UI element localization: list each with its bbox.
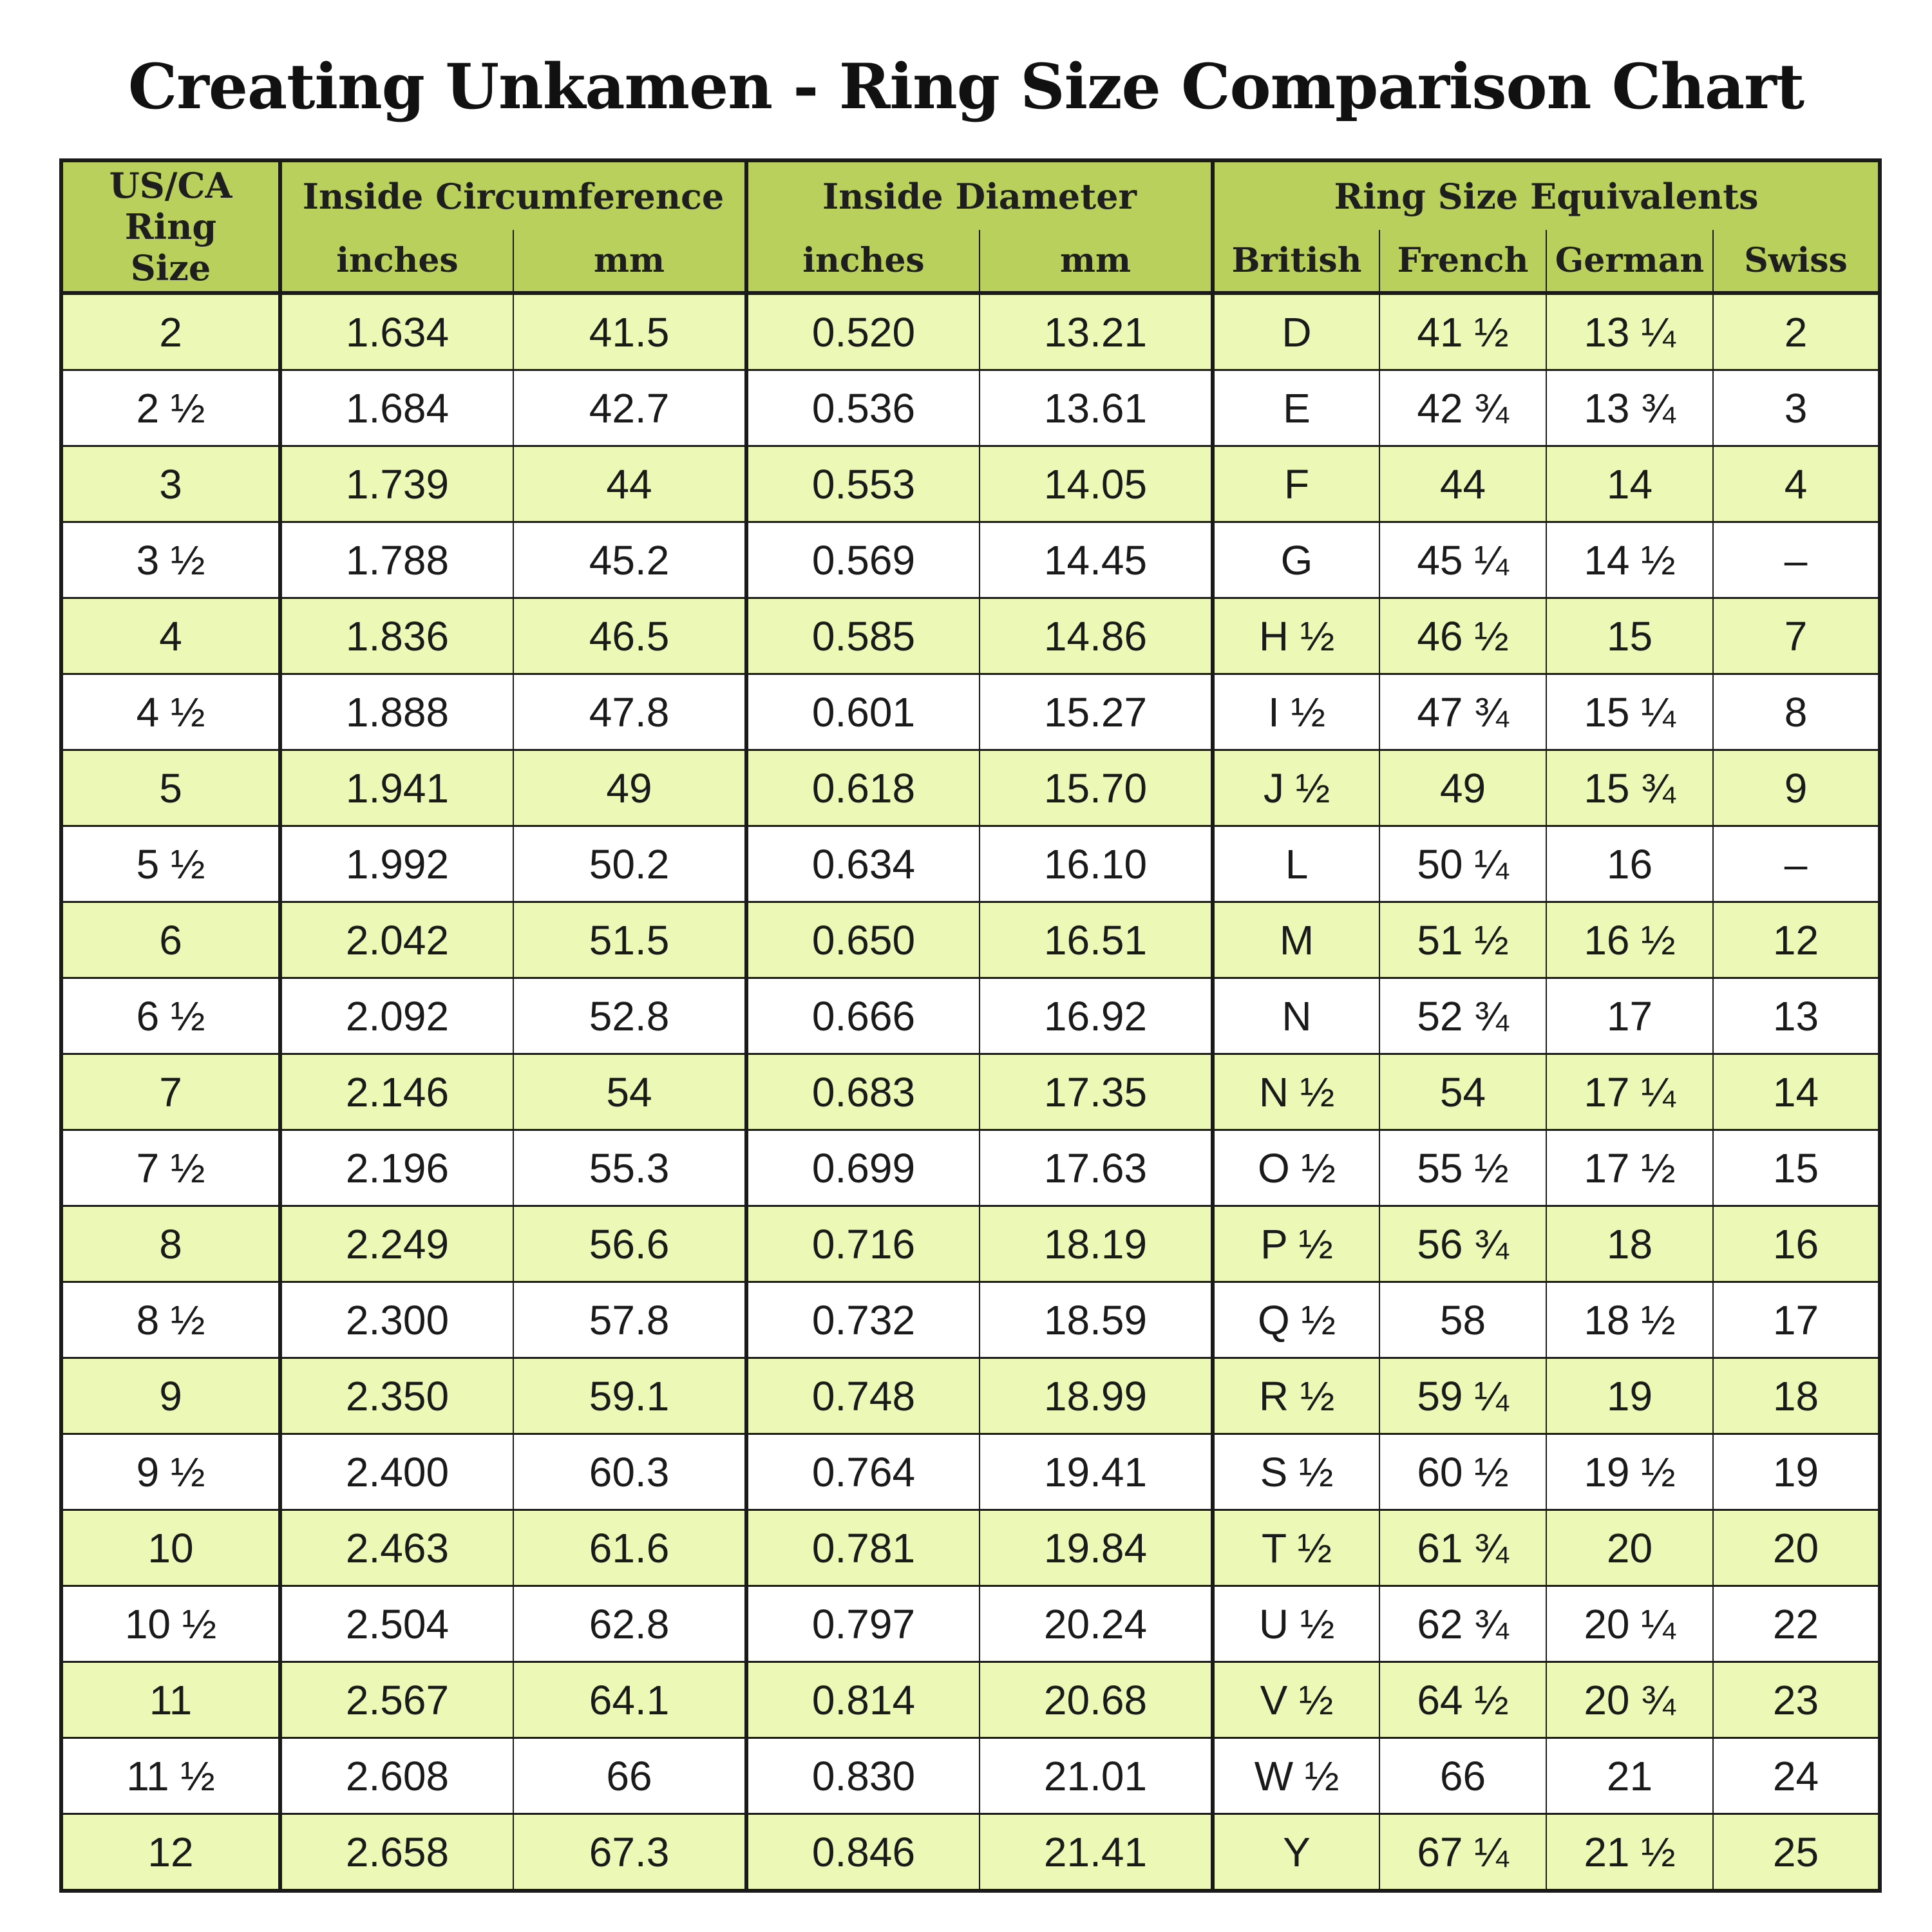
cell-swiss: 4 bbox=[1713, 446, 1880, 522]
cell-diameter-inches: 0.732 bbox=[746, 1282, 980, 1358]
cell-swiss: 25 bbox=[1713, 1814, 1880, 1891]
cell-swiss: – bbox=[1713, 522, 1880, 598]
cell-german: 20 bbox=[1546, 1510, 1713, 1586]
cell-swiss: 20 bbox=[1713, 1510, 1880, 1586]
cell-diameter-mm: 17.35 bbox=[980, 1054, 1213, 1130]
cell-circumference-inches: 2.042 bbox=[280, 902, 513, 978]
cell-british: P ½ bbox=[1213, 1206, 1379, 1282]
header-circumference-mm: mm bbox=[513, 230, 746, 293]
page-title: Creating Unkamen - Ring Size Comparison Chart bbox=[128, 50, 1804, 123]
cell-diameter-inches: 0.666 bbox=[746, 978, 980, 1054]
cell-swiss: 18 bbox=[1713, 1358, 1880, 1434]
cell-diameter-inches: 0.748 bbox=[746, 1358, 980, 1434]
cell-french: 45 ¼ bbox=[1379, 522, 1546, 598]
cell-french: 58 bbox=[1379, 1282, 1546, 1358]
cell-french: 50 ¼ bbox=[1379, 826, 1546, 902]
cell-us-ca-size: 2 bbox=[61, 293, 280, 370]
cell-circumference-inches: 2.146 bbox=[280, 1054, 513, 1130]
cell-french: 61 ¾ bbox=[1379, 1510, 1546, 1586]
cell-swiss: 8 bbox=[1713, 674, 1880, 750]
table-row bbox=[61, 750, 1880, 826]
cell-swiss: 16 bbox=[1713, 1206, 1880, 1282]
cell-french: 55 ½ bbox=[1379, 1130, 1546, 1206]
cell-german: 21 ½ bbox=[1546, 1814, 1713, 1891]
cell-german: 13 ¼ bbox=[1546, 293, 1713, 370]
cell-diameter-inches: 0.830 bbox=[746, 1738, 980, 1814]
cell-diameter-inches: 0.569 bbox=[746, 522, 980, 598]
cell-german: 21 bbox=[1546, 1738, 1713, 1814]
cell-german: 16 ½ bbox=[1546, 902, 1713, 978]
header-ring-size-equivalents: Ring Size Equivalents bbox=[1213, 160, 1880, 230]
cell-us-ca-size: 3 bbox=[61, 446, 280, 522]
cell-circumference-inches: 2.608 bbox=[280, 1738, 513, 1814]
cell-british: F bbox=[1213, 446, 1379, 522]
cell-diameter-inches: 0.650 bbox=[746, 902, 980, 978]
cell-french: 64 ½ bbox=[1379, 1662, 1546, 1738]
cell-circumference-inches: 2.092 bbox=[280, 978, 513, 1054]
cell-us-ca-size: 4 bbox=[61, 598, 280, 674]
cell-diameter-inches: 0.683 bbox=[746, 1054, 980, 1130]
cell-diameter-inches: 0.585 bbox=[746, 598, 980, 674]
cell-us-ca-size: 11 bbox=[61, 1662, 280, 1738]
cell-british: L bbox=[1213, 826, 1379, 902]
cell-circumference-inches: 1.684 bbox=[280, 370, 513, 446]
ring-size-table bbox=[59, 158, 1882, 1893]
cell-diameter-mm: 20.24 bbox=[980, 1586, 1213, 1662]
cell-diameter-mm: 16.10 bbox=[980, 826, 1213, 902]
cell-diameter-inches: 0.781 bbox=[746, 1510, 980, 1586]
cell-french: 52 ¾ bbox=[1379, 978, 1546, 1054]
cell-swiss: 7 bbox=[1713, 598, 1880, 674]
cell-circumference-inches: 2.400 bbox=[280, 1434, 513, 1510]
cell-circumference-inches: 2.196 bbox=[280, 1130, 513, 1206]
cell-circumference-mm: 51.5 bbox=[513, 902, 746, 978]
cell-german: 15 ¼ bbox=[1546, 674, 1713, 750]
header-swiss: Swiss bbox=[1713, 230, 1880, 293]
cell-circumference-inches: 2.658 bbox=[280, 1814, 513, 1891]
cell-diameter-inches: 0.764 bbox=[746, 1434, 980, 1510]
cell-german: 13 ¾ bbox=[1546, 370, 1713, 446]
cell-us-ca-size: 8 ½ bbox=[61, 1282, 280, 1358]
cell-diameter-mm: 13.21 bbox=[980, 293, 1213, 370]
cell-diameter-mm: 18.19 bbox=[980, 1206, 1213, 1282]
cell-french: 60 ½ bbox=[1379, 1434, 1546, 1510]
table-row bbox=[61, 522, 1880, 598]
cell-circumference-mm: 59.1 bbox=[513, 1358, 746, 1434]
cell-us-ca-size: 5 bbox=[61, 750, 280, 826]
cell-circumference-inches: 2.567 bbox=[280, 1662, 513, 1738]
cell-german: 15 bbox=[1546, 598, 1713, 674]
cell-swiss: 12 bbox=[1713, 902, 1880, 978]
cell-german: 14 ½ bbox=[1546, 522, 1713, 598]
table-header bbox=[61, 160, 1880, 293]
cell-circumference-mm: 42.7 bbox=[513, 370, 746, 446]
header-group-row bbox=[61, 160, 1880, 230]
cell-diameter-inches: 0.520 bbox=[746, 293, 980, 370]
cell-german: 14 bbox=[1546, 446, 1713, 522]
table-row bbox=[61, 370, 1880, 446]
table-row bbox=[61, 598, 1880, 674]
header-circumference-inches: inches bbox=[280, 230, 513, 293]
cell-diameter-inches: 0.797 bbox=[746, 1586, 980, 1662]
cell-circumference-inches: 2.300 bbox=[280, 1282, 513, 1358]
cell-diameter-mm: 14.45 bbox=[980, 522, 1213, 598]
cell-british: V ½ bbox=[1213, 1662, 1379, 1738]
header-british: British bbox=[1213, 230, 1379, 293]
cell-circumference-inches: 2.249 bbox=[280, 1206, 513, 1282]
cell-diameter-inches: 0.814 bbox=[746, 1662, 980, 1738]
cell-british: N ½ bbox=[1213, 1054, 1379, 1130]
cell-diameter-mm: 19.84 bbox=[980, 1510, 1213, 1586]
cell-diameter-mm: 15.27 bbox=[980, 674, 1213, 750]
cell-circumference-mm: 50.2 bbox=[513, 826, 746, 902]
cell-circumference-mm: 60.3 bbox=[513, 1434, 746, 1510]
cell-circumference-inches: 1.634 bbox=[280, 293, 513, 370]
cell-british: D bbox=[1213, 293, 1379, 370]
header-inside-diameter: Inside Diameter bbox=[746, 160, 1213, 230]
cell-diameter-mm: 21.01 bbox=[980, 1738, 1213, 1814]
cell-french: 44 bbox=[1379, 446, 1546, 522]
cell-british: Y bbox=[1213, 1814, 1379, 1891]
table-row bbox=[61, 1054, 1880, 1130]
cell-german: 19 ½ bbox=[1546, 1434, 1713, 1510]
cell-british: H ½ bbox=[1213, 598, 1379, 674]
table-body bbox=[61, 293, 1880, 1891]
cell-circumference-inches: 2.504 bbox=[280, 1586, 513, 1662]
cell-us-ca-size: 8 bbox=[61, 1206, 280, 1282]
cell-diameter-mm: 18.99 bbox=[980, 1358, 1213, 1434]
cell-british: I ½ bbox=[1213, 674, 1379, 750]
cell-french: 66 bbox=[1379, 1738, 1546, 1814]
header-ring-size: US/CA Ring Size bbox=[61, 160, 280, 293]
cell-circumference-mm: 67.3 bbox=[513, 1814, 746, 1891]
header-diameter-inches: inches bbox=[746, 230, 980, 293]
cell-circumference-mm: 61.6 bbox=[513, 1510, 746, 1586]
cell-circumference-inches: 2.463 bbox=[280, 1510, 513, 1586]
cell-circumference-mm: 49 bbox=[513, 750, 746, 826]
cell-german: 17 bbox=[1546, 978, 1713, 1054]
cell-french: 56 ¾ bbox=[1379, 1206, 1546, 1282]
cell-french: 41 ½ bbox=[1379, 293, 1546, 370]
table-row bbox=[61, 1738, 1880, 1814]
cell-swiss: 14 bbox=[1713, 1054, 1880, 1130]
cell-british: E bbox=[1213, 370, 1379, 446]
cell-circumference-mm: 62.8 bbox=[513, 1586, 746, 1662]
table-row bbox=[61, 674, 1880, 750]
cell-us-ca-size: 11 ½ bbox=[61, 1738, 280, 1814]
cell-swiss: 3 bbox=[1713, 370, 1880, 446]
cell-circumference-inches: 1.836 bbox=[280, 598, 513, 674]
cell-british: T ½ bbox=[1213, 1510, 1379, 1586]
cell-us-ca-size: 6 bbox=[61, 902, 280, 978]
cell-diameter-mm: 16.92 bbox=[980, 978, 1213, 1054]
cell-circumference-mm: 44 bbox=[513, 446, 746, 522]
cell-french: 62 ¾ bbox=[1379, 1586, 1546, 1662]
cell-british: O ½ bbox=[1213, 1130, 1379, 1206]
cell-circumference-mm: 47.8 bbox=[513, 674, 746, 750]
cell-british: N bbox=[1213, 978, 1379, 1054]
cell-german: 17 ¼ bbox=[1546, 1054, 1713, 1130]
header-german: German bbox=[1546, 230, 1713, 293]
cell-us-ca-size: 3 ½ bbox=[61, 522, 280, 598]
table-row bbox=[61, 978, 1880, 1054]
cell-german: 16 bbox=[1546, 826, 1713, 902]
cell-us-ca-size: 12 bbox=[61, 1814, 280, 1891]
table-row bbox=[61, 1206, 1880, 1282]
cell-circumference-mm: 46.5 bbox=[513, 598, 746, 674]
cell-us-ca-size: 10 bbox=[61, 1510, 280, 1586]
cell-circumference-inches: 1.941 bbox=[280, 750, 513, 826]
cell-german: 19 bbox=[1546, 1358, 1713, 1434]
table-row bbox=[61, 1358, 1880, 1434]
cell-us-ca-size: 6 ½ bbox=[61, 978, 280, 1054]
cell-circumference-mm: 41.5 bbox=[513, 293, 746, 370]
cell-british: W ½ bbox=[1213, 1738, 1379, 1814]
cell-swiss: 24 bbox=[1713, 1738, 1880, 1814]
header-sub-row bbox=[61, 230, 1880, 293]
cell-swiss: 17 bbox=[1713, 1282, 1880, 1358]
cell-diameter-inches: 0.716 bbox=[746, 1206, 980, 1282]
cell-circumference-inches: 1.788 bbox=[280, 522, 513, 598]
cell-us-ca-size: 9 bbox=[61, 1358, 280, 1434]
cell-french: 49 bbox=[1379, 750, 1546, 826]
header-diameter-mm: mm bbox=[980, 230, 1213, 293]
table-row bbox=[61, 446, 1880, 522]
cell-diameter-mm: 18.59 bbox=[980, 1282, 1213, 1358]
cell-german: 17 ½ bbox=[1546, 1130, 1713, 1206]
table-row bbox=[61, 826, 1880, 902]
cell-circumference-mm: 64.1 bbox=[513, 1662, 746, 1738]
cell-diameter-mm: 17.63 bbox=[980, 1130, 1213, 1206]
table-row bbox=[61, 1586, 1880, 1662]
cell-german: 20 ¾ bbox=[1546, 1662, 1713, 1738]
table-row bbox=[61, 1814, 1880, 1891]
table-row bbox=[61, 1282, 1880, 1358]
cell-us-ca-size: 7 ½ bbox=[61, 1130, 280, 1206]
table-row bbox=[61, 293, 1880, 370]
table-row bbox=[61, 1434, 1880, 1510]
cell-circumference-mm: 57.8 bbox=[513, 1282, 746, 1358]
header-inside-circumference: Inside Circumference bbox=[280, 160, 746, 230]
cell-circumference-mm: 55.3 bbox=[513, 1130, 746, 1206]
cell-us-ca-size: 4 ½ bbox=[61, 674, 280, 750]
cell-diameter-mm: 15.70 bbox=[980, 750, 1213, 826]
cell-us-ca-size: 7 bbox=[61, 1054, 280, 1130]
cell-circumference-mm: 66 bbox=[513, 1738, 746, 1814]
table-row bbox=[61, 1662, 1880, 1738]
cell-us-ca-size: 9 ½ bbox=[61, 1434, 280, 1510]
cell-diameter-mm: 16.51 bbox=[980, 902, 1213, 978]
cell-french: 51 ½ bbox=[1379, 902, 1546, 978]
cell-circumference-inches: 1.888 bbox=[280, 674, 513, 750]
cell-swiss: 15 bbox=[1713, 1130, 1880, 1206]
cell-diameter-inches: 0.699 bbox=[746, 1130, 980, 1206]
cell-british: R ½ bbox=[1213, 1358, 1379, 1434]
cell-swiss: 19 bbox=[1713, 1434, 1880, 1510]
cell-diameter-mm: 19.41 bbox=[980, 1434, 1213, 1510]
cell-french: 47 ¾ bbox=[1379, 674, 1546, 750]
cell-swiss: 2 bbox=[1713, 293, 1880, 370]
cell-us-ca-size: 2 ½ bbox=[61, 370, 280, 446]
cell-diameter-mm: 14.86 bbox=[980, 598, 1213, 674]
cell-german: 20 ¼ bbox=[1546, 1586, 1713, 1662]
cell-german: 18 ½ bbox=[1546, 1282, 1713, 1358]
cell-diameter-inches: 0.536 bbox=[746, 370, 980, 446]
header-french: French bbox=[1379, 230, 1546, 293]
cell-swiss: 23 bbox=[1713, 1662, 1880, 1738]
cell-british: Q ½ bbox=[1213, 1282, 1379, 1358]
table-row bbox=[61, 1510, 1880, 1586]
cell-british: S ½ bbox=[1213, 1434, 1379, 1510]
cell-french: 54 bbox=[1379, 1054, 1546, 1130]
cell-us-ca-size: 10 ½ bbox=[61, 1586, 280, 1662]
cell-circumference-mm: 54 bbox=[513, 1054, 746, 1130]
cell-diameter-inches: 0.601 bbox=[746, 674, 980, 750]
cell-circumference-mm: 52.8 bbox=[513, 978, 746, 1054]
cell-diameter-inches: 0.553 bbox=[746, 446, 980, 522]
cell-diameter-inches: 0.846 bbox=[746, 1814, 980, 1891]
cell-swiss: – bbox=[1713, 826, 1880, 902]
table-row bbox=[61, 1130, 1880, 1206]
cell-british: J ½ bbox=[1213, 750, 1379, 826]
cell-diameter-mm: 13.61 bbox=[980, 370, 1213, 446]
cell-french: 46 ½ bbox=[1379, 598, 1546, 674]
cell-circumference-inches: 1.739 bbox=[280, 446, 513, 522]
cell-british: G bbox=[1213, 522, 1379, 598]
cell-us-ca-size: 5 ½ bbox=[61, 826, 280, 902]
cell-diameter-inches: 0.618 bbox=[746, 750, 980, 826]
cell-diameter-mm: 20.68 bbox=[980, 1662, 1213, 1738]
cell-circumference-mm: 56.6 bbox=[513, 1206, 746, 1282]
cell-french: 59 ¼ bbox=[1379, 1358, 1546, 1434]
cell-circumference-inches: 2.350 bbox=[280, 1358, 513, 1434]
cell-swiss: 22 bbox=[1713, 1586, 1880, 1662]
cell-diameter-inches: 0.634 bbox=[746, 826, 980, 902]
table-row bbox=[61, 902, 1880, 978]
cell-circumference-mm: 45.2 bbox=[513, 522, 746, 598]
cell-swiss: 9 bbox=[1713, 750, 1880, 826]
cell-french: 67 ¼ bbox=[1379, 1814, 1546, 1891]
cell-diameter-mm: 21.41 bbox=[980, 1814, 1213, 1891]
cell-french: 42 ¾ bbox=[1379, 370, 1546, 446]
cell-german: 15 ¾ bbox=[1546, 750, 1713, 826]
cell-circumference-inches: 1.992 bbox=[280, 826, 513, 902]
cell-british: M bbox=[1213, 902, 1379, 978]
cell-german: 18 bbox=[1546, 1206, 1713, 1282]
cell-swiss: 13 bbox=[1713, 978, 1880, 1054]
cell-british: U ½ bbox=[1213, 1586, 1379, 1662]
cell-diameter-mm: 14.05 bbox=[980, 446, 1213, 522]
